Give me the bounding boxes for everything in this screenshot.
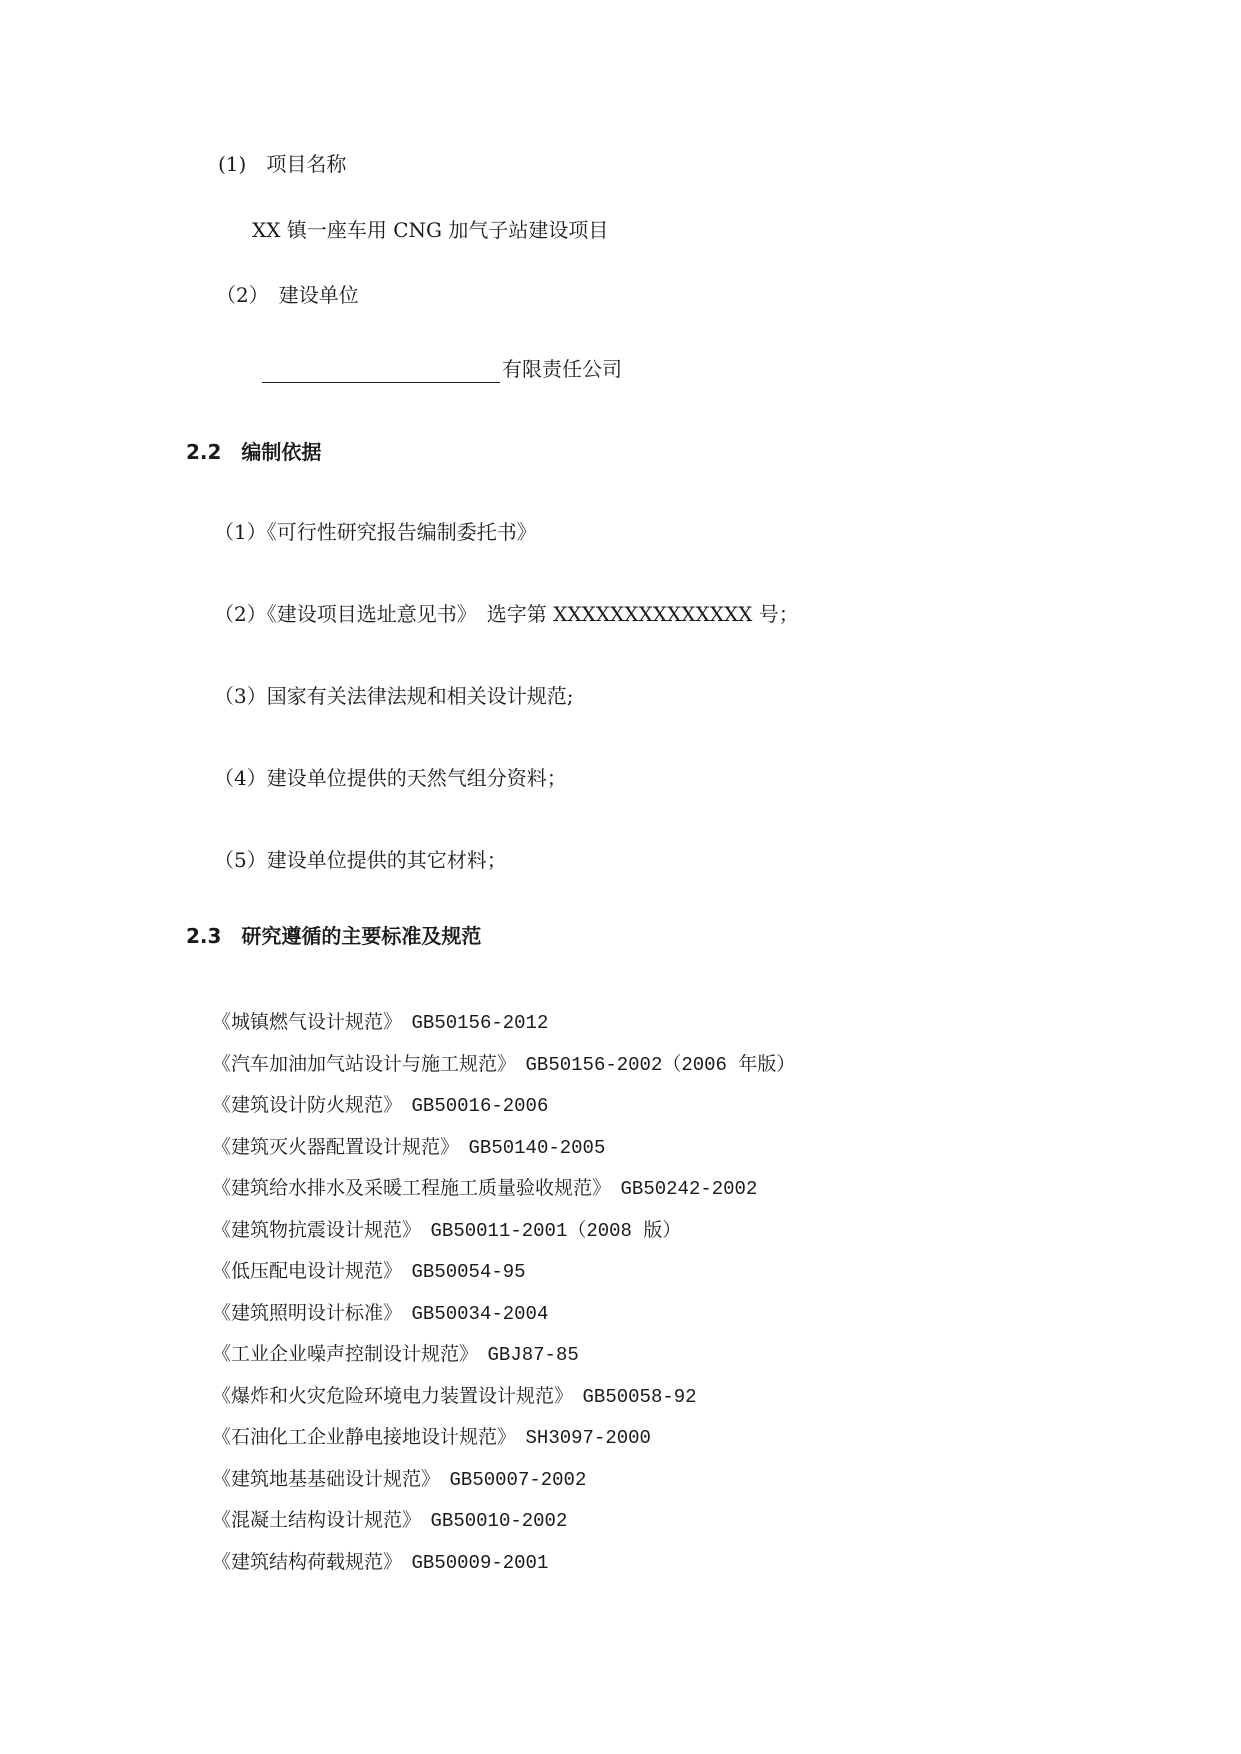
standard-code: GB50156-2012 xyxy=(411,1012,549,1034)
standard-title: 《爆炸和火灾危险环境电力装置设计规范》 xyxy=(212,1384,564,1407)
standard-item xyxy=(212,1417,795,1459)
standard-item xyxy=(212,1002,795,1044)
standard-title: 《城镇燃气设计规范》 xyxy=(212,1011,393,1033)
construction-unit-label: （2） 建设单位 xyxy=(216,283,359,307)
standard-code: GBJ87-85 xyxy=(487,1344,579,1366)
basis-item-4: （4）建设单位提供的天然气组分资料； xyxy=(214,766,567,790)
standard-code: GB50058-92 xyxy=(582,1385,697,1408)
standard-code: GB50054-95 xyxy=(411,1261,526,1283)
standard-item xyxy=(212,1210,795,1252)
section-2-3-heading: 2.3 研究遵循的主要标准及规范 xyxy=(186,924,482,948)
standard-code: GB50011-2001（2008 版） xyxy=(430,1219,682,1242)
standard-title: 《建筑地基基础设计规范》 xyxy=(212,1467,431,1490)
standard-code: GB50156-2002（2006 年版） xyxy=(525,1053,796,1076)
company-suffix: 有限责任公司 xyxy=(502,357,622,381)
standard-item xyxy=(212,1376,795,1418)
basis-item-3: （3）国家有关法律法规和相关设计规范; xyxy=(214,684,574,708)
standard-title: 《建筑灭火器配置设计规范》 xyxy=(212,1135,450,1158)
construction-unit-value xyxy=(262,355,622,383)
blank-underline xyxy=(262,360,500,383)
basis-item-5: （5）建设单位提供的其它材料； xyxy=(214,848,507,872)
standard-title: 《建筑物抗震设计规范》 xyxy=(212,1218,412,1241)
standard-code: SH3097-2000 xyxy=(525,1427,651,1449)
standard-item xyxy=(212,1085,795,1127)
standards-list xyxy=(212,1002,795,1583)
standard-item xyxy=(212,1168,795,1210)
standard-item xyxy=(212,1251,795,1293)
standard-code: GB50034-2004 xyxy=(411,1302,549,1325)
project-name-label: (1) 项目名称 xyxy=(218,152,347,176)
standard-title: 《建筑照明设计标准》 xyxy=(212,1301,393,1324)
standard-title: 《建筑给水排水及采暖工程施工质量验收规范》 xyxy=(212,1177,602,1199)
standard-title: 《建筑设计防火规范》 xyxy=(212,1094,393,1116)
section-2-2-heading: 2.2 编制依据 xyxy=(186,440,322,464)
standard-code: GB50140-2005 xyxy=(468,1136,606,1159)
basis-item-1: （1）《可行性研究报告编制委托书》 xyxy=(214,520,537,544)
basis-item-2: （2）《建设项目选址意见书》 选字第 XXXXXXXXXXXXXX 号； xyxy=(214,602,799,626)
standard-code: GB50007-2002 xyxy=(449,1468,587,1491)
standard-title: 《石油化工企业静电接地设计规范》 xyxy=(212,1426,507,1448)
standard-item xyxy=(212,1334,795,1376)
standard-item xyxy=(212,1500,795,1542)
standard-code: GB50010-2002 xyxy=(430,1510,568,1532)
standard-title: 《汽车加油加气站设计与施工规范》 xyxy=(212,1052,507,1075)
standard-item xyxy=(212,1127,795,1169)
standard-title: 《混凝土结构设计规范》 xyxy=(212,1509,412,1531)
standard-title: 《工业企业噪声控制设计规范》 xyxy=(212,1343,469,1365)
standard-code: GB50009-2001 xyxy=(411,1551,549,1574)
standard-item xyxy=(212,1044,795,1086)
standard-title: 《建筑结构荷载规范》 xyxy=(212,1550,393,1573)
project-name-value: XX 镇一座车用 CNG 加气子站建设项目 xyxy=(252,218,609,242)
standard-item xyxy=(212,1542,795,1584)
standard-item xyxy=(212,1459,795,1501)
standard-item xyxy=(212,1293,795,1335)
standard-code: GB50242-2002 xyxy=(620,1178,758,1200)
standard-title: 《低压配电设计规范》 xyxy=(212,1260,393,1282)
standard-code: GB50016-2006 xyxy=(411,1095,549,1117)
